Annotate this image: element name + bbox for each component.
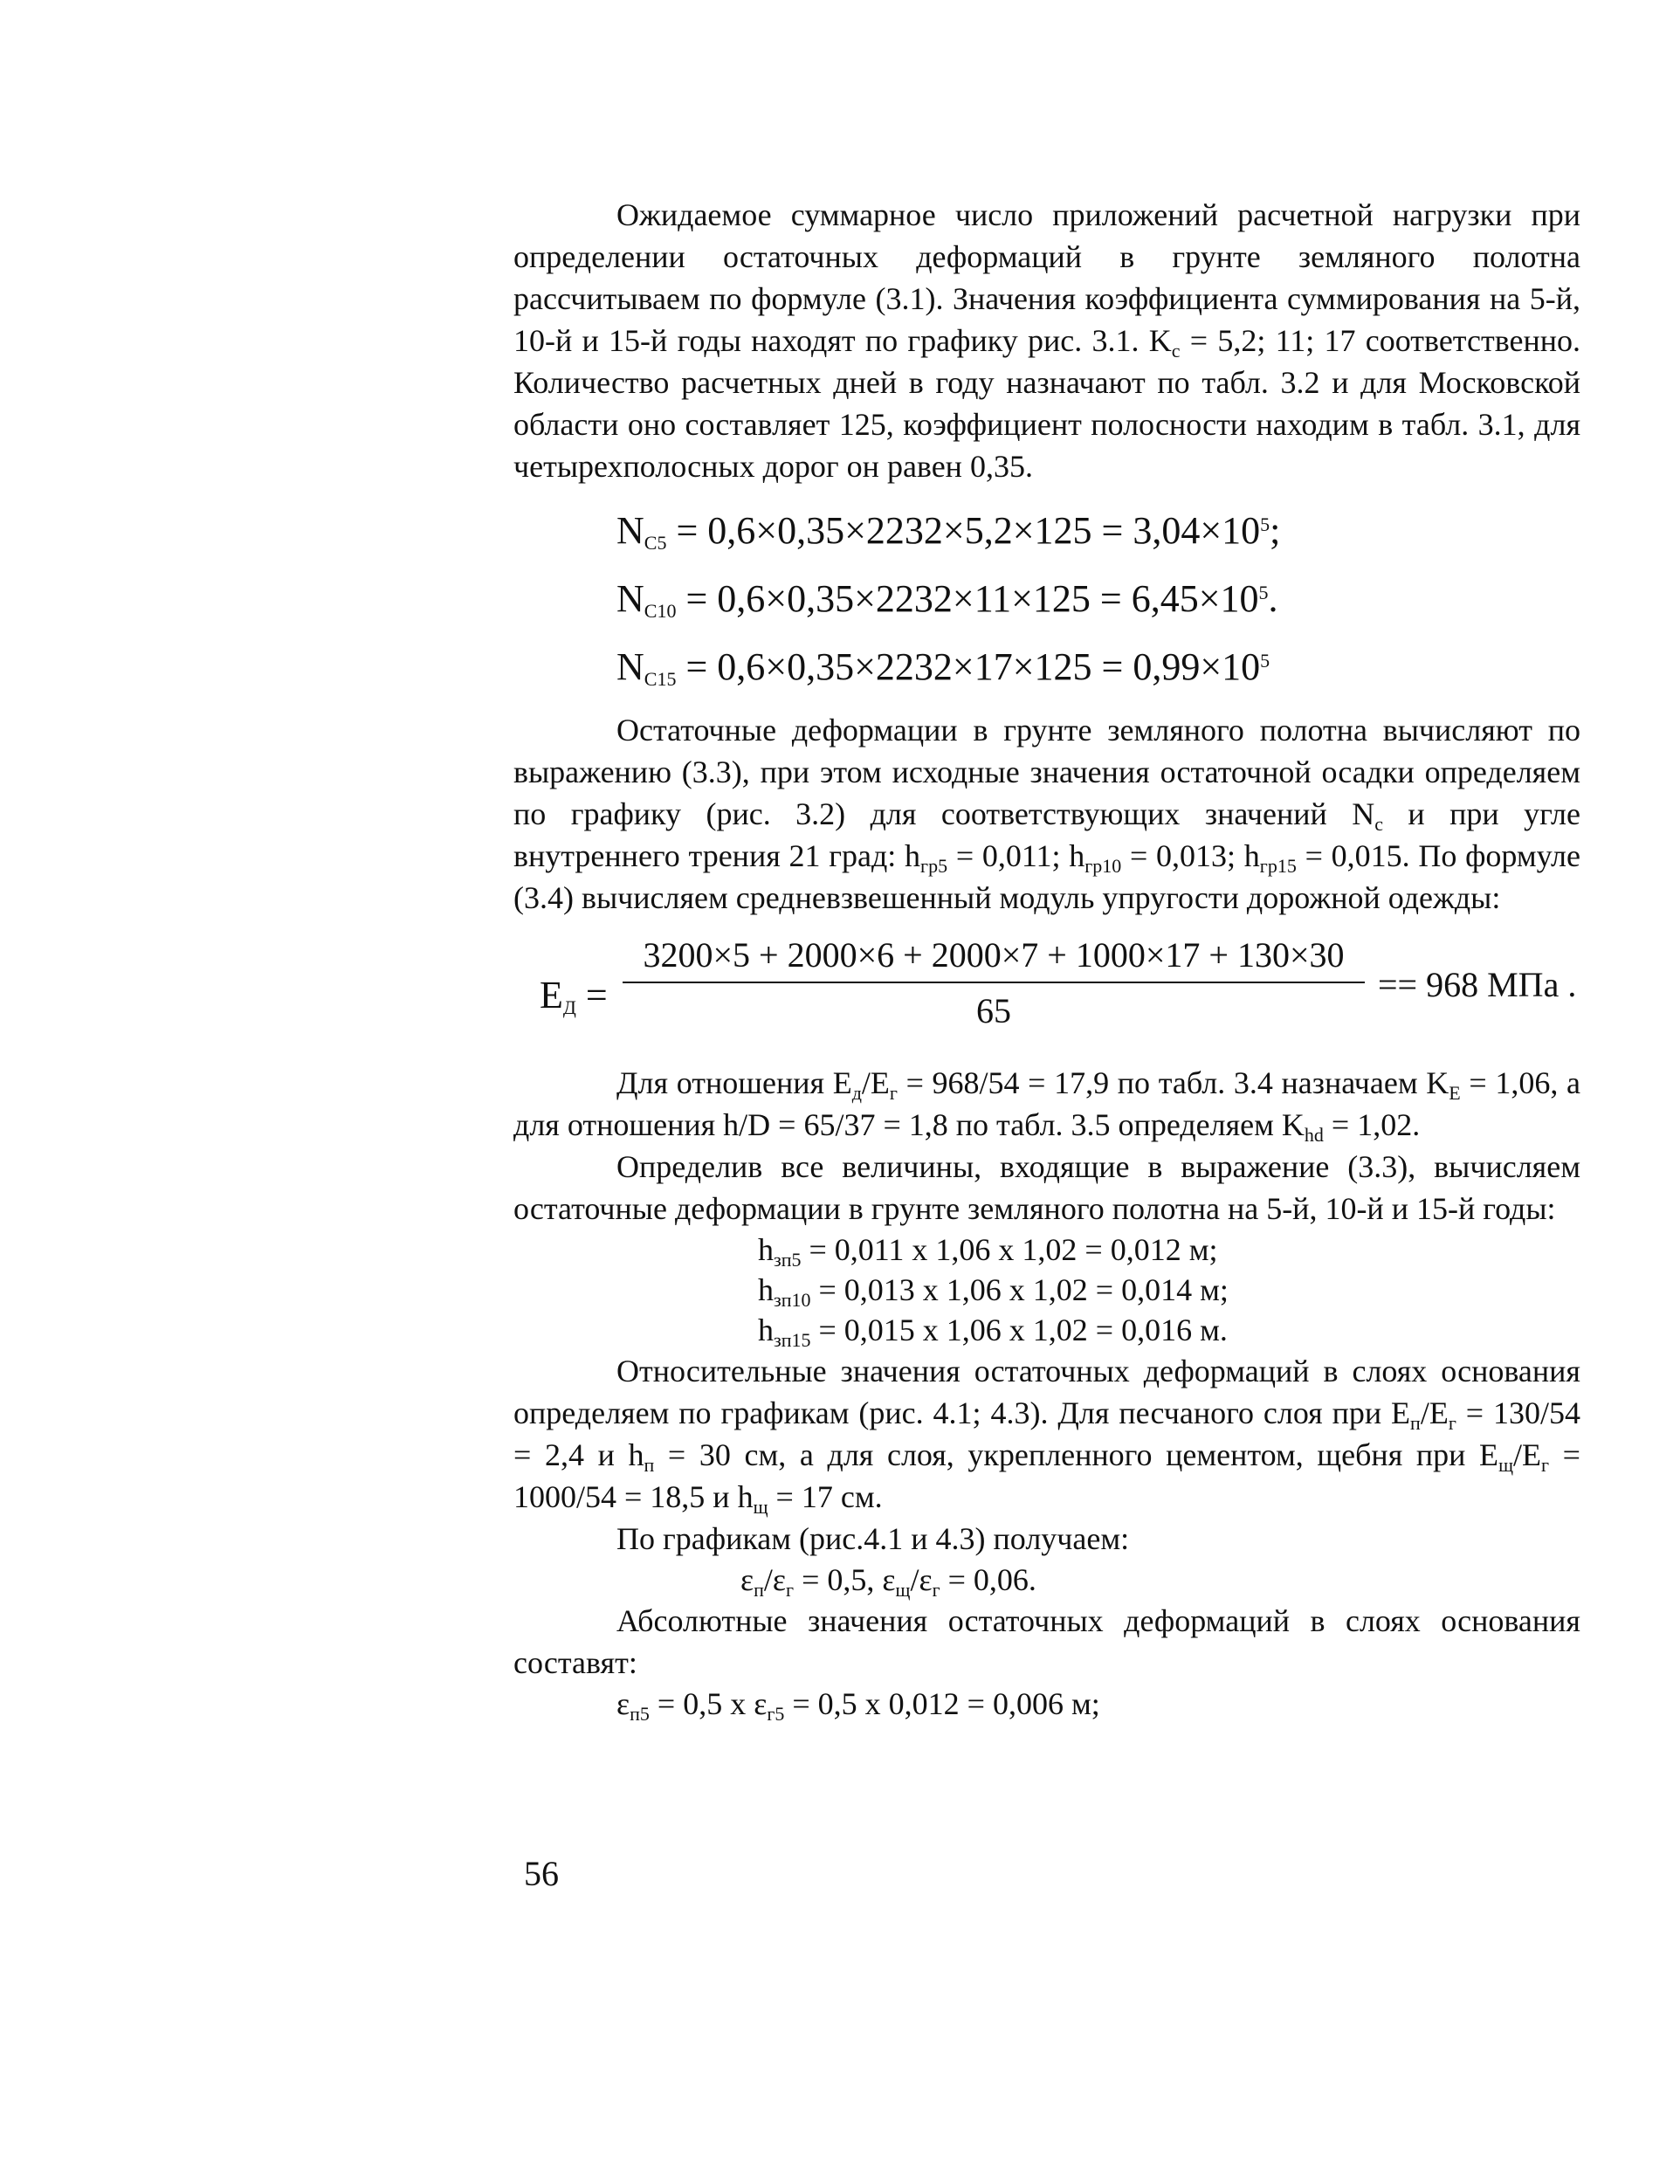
text-run: = 5,2; 11; 17 соответственно. Количество расчетных дней в году назначают по табл. 3.2 и для Московской области оно составляет 125, коэффициент полосности находим в табл. 3.1, для четырехполосных дорог он равен 0,35. — [513, 323, 1580, 484]
page-body — [513, 194, 1580, 1724]
paragraph-residual-deformations: Остаточные деформации в грунте земляного полотна вычисляют по выражению (3.3), при этом исходные значения остаточной осадки определяем по графику (рис. 3.2) для соответствующих значений $N_c$ и при угле внутреннего трения 21 град: $h_{гр5} = 0,011$; $h_{гр10} = 0,013$; $h_{гр15} = 0,015$. По формуле (3.4) вычисляем средневзвешенный модуль упругости дорожной одежды: — [513, 713, 1581, 915]
formula-nc10: $N_{C10} = 0,6\times 0,35\times 2232\times 11\times 125 = 6,45\times 10^5$. — [616, 577, 1278, 622]
paragraph-ratio: Для отношения $E_д/E_г = 968/54 = 17,9$ по табл. 3.4 назначаем $K_E = 1,06$, а для отношения h/D = 65/37 = 1,8 по табл. 3.5 определяем $K_{hd} = 1,02$. — [513, 1065, 1580, 1146]
text-run: Ожидаемое суммарное число приложений расчетной нагрузки при определении остаточных деформаций в грунте земляного полотна рассчитываем по формуле (3.1). Значения коэффициента суммирования на 5-й, 10-й и 15-й годы находят по графику рис. 3.1. K — [513, 197, 1580, 358]
paragraph-relative-values: Относительные значения остаточных деформаций в слоях основания определяем по графикам (рис. 4.1; 4.3). Для песчаного слоя при $E_п/E_г = 130/54 = 2,4$ и $h_п = 30$ см, а для слоя, укрепленного цементом, щебня при $E_щ/E_г = 1000/54 = 18,5$ и $h_щ = 17$ см. — [513, 1354, 1580, 1518]
fraction-numerator: 3200×5 + 2000×6 + 2000×7 + 1000×17 + 130×30 — [643, 935, 1345, 975]
page-number: 56 — [524, 1854, 559, 1893]
fraction-denominator: 65 — [976, 991, 1011, 1030]
paragraph-determined-values: Определив все величины, входящие в выражение (3.3), вычисляем остаточные деформации в грунте земляного полотна на 5-й, 10-й и 15-й годы: — [513, 1149, 1580, 1226]
formula-eps-ratio: $\varepsilon_п/\varepsilon_г = 0,5$, $\varepsilon_щ/\varepsilon_г = 0,06$. — [740, 1562, 1036, 1601]
formula-result: == 968 МПа . — [1378, 965, 1577, 1004]
formula-h5: $h_{зп5} = 0,011$ x 1,06 x 1,02 = 0,012 м; — [758, 1232, 1218, 1271]
paragraph-absolute-values: Абсолютные значения остаточных деформаций в слоях основания составят: — [513, 1603, 1580, 1680]
formula-nc15: $N_{C15} = 0,6\times 0,35\times 2232\times 17\times 125 = 0,99\times 10^5$ — [616, 645, 1270, 690]
formula-eps-n5: $\varepsilon_{п5} = 0,5$ x $\varepsilon_{г5} = 0,5$ x 0,012 = 0,006 м; — [616, 1686, 1100, 1725]
formula-group-h — [513, 1230, 1580, 1350]
formula-modulus-ed — [513, 931, 1580, 1053]
formula-nc5: $N_{C5} = 0,6\times 0,35\times 2232\times 5,2\times 125 = 3,04\times 10^5$; — [616, 509, 1281, 554]
formula-h15: $h_{зп15} = 0,015$ x 1,06 x 1,02 = 0,016 м. — [758, 1312, 1228, 1351]
fraction-bar — [623, 982, 1365, 983]
paragraph-graphs: По графикам (рис.4.1 и 4.3) получаем: — [616, 1521, 1130, 1556]
formula-h10: $h_{зп10} = 0,013$ x 1,06 x 1,02 = 0,014 м; — [758, 1272, 1229, 1311]
formula-lhs: $E_Д$ = — [540, 974, 608, 1018]
subscript: c — [1171, 340, 1181, 362]
paragraph-load-applications — [513, 194, 1580, 487]
